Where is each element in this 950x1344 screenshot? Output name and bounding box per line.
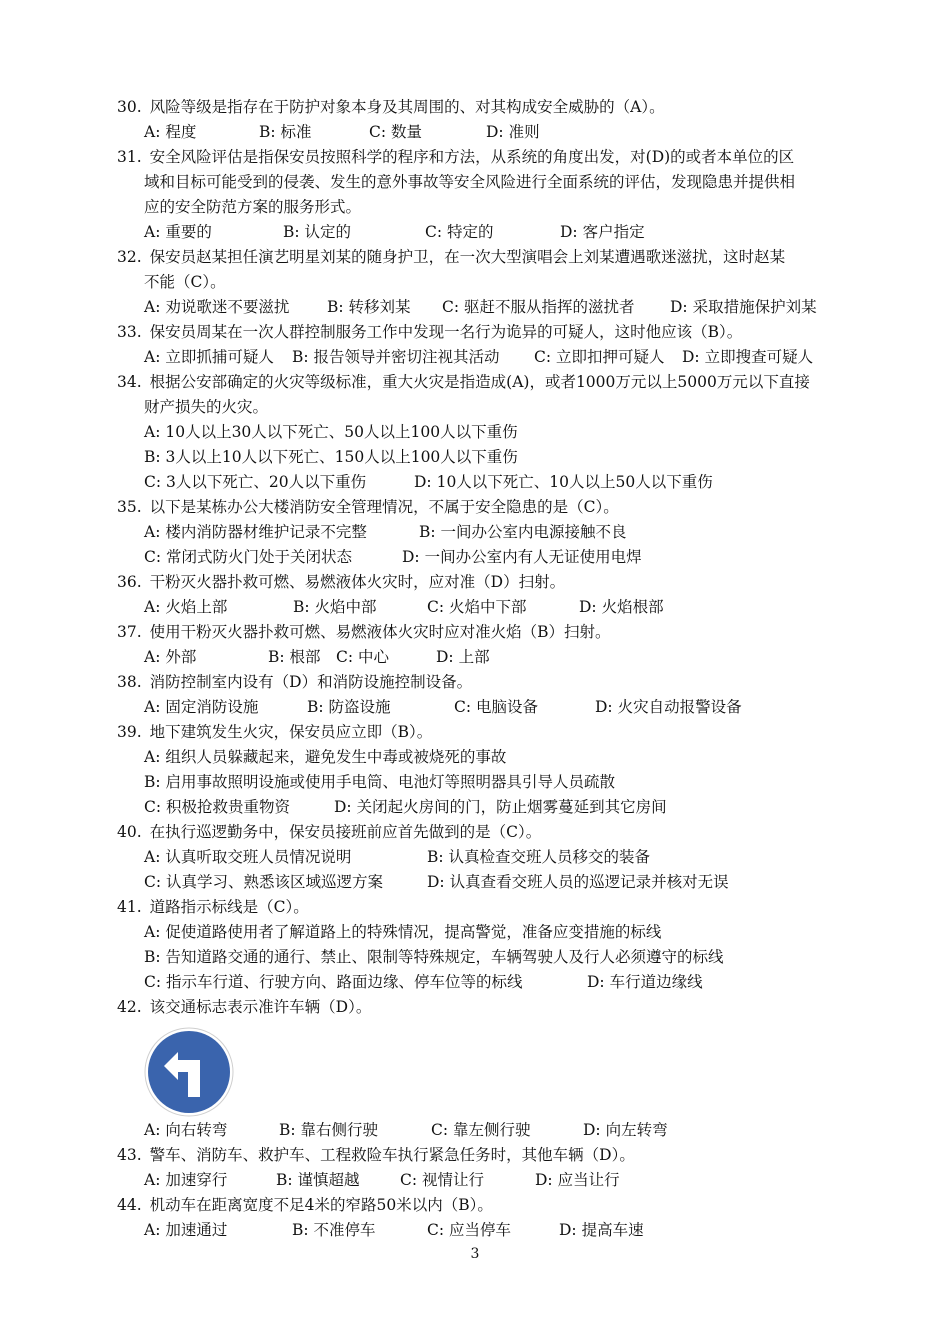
question-35-options-ab: A: 楼内消防器材维护记录不完整 B: 一间办公室内电源接触不良 <box>144 523 627 541</box>
question-34: 34. 根据公安部确定的火灾等级标准，重大火灾是指造成(A)，或者1000万元以上5000万元以下直接 <box>117 373 810 391</box>
page-number: 3 <box>470 1246 480 1262</box>
question-42-options: A: 向右转弯 B: 靠右侧行驶 C: 靠左侧行驶 D: 向左转弯 <box>144 1121 668 1139</box>
question-32-line-2: 不能（C）。 <box>144 273 226 291</box>
question-33: 33. 保安员周某在一次人群控制服务工作中发现一名行为诡异的可疑人，这时他应该（B）。 <box>117 323 743 341</box>
question-39-option-b: B: 启用事故照明设施或使用手电筒、电池灯等照明器具引导人员疏散 <box>144 773 616 791</box>
question-40-options-ab: A: 认真听取交班人员情况说明 B: 认真检查交班人员移交的装备 <box>144 848 651 866</box>
question-35-options-cd: C: 常闭式防火门处于关闭状态 D: 一间办公室内有人无证使用电焊 <box>144 548 642 566</box>
question-31-line-2: 域和目标可能受到的侵袭、发生的意外事故等安全风险进行全面系统的评估，发现隐患并提供相 <box>144 173 796 191</box>
question-32-options: A: 劝说歌迷不要滋扰 B: 转移刘某 C: 驱赶不服从指挥的滋扰者 D: 采取措施保护刘某 <box>144 298 817 316</box>
question-36-options: A: 火焰上部 B: 火焰中部 C: 火焰中下部 D: 火焰根部 <box>144 598 664 616</box>
question-31: 31. 安全风险评估是指保安员按照科学的程序和方法，从系统的角度出发，对(D)的或者本单位的区 <box>117 148 795 166</box>
question-34-options-cd: C: 3人以下死亡、20人以下重伤 D: 10人以下死亡、10人以上50人以下重伤 <box>144 473 713 491</box>
question-31-line-3: 应的安全防范方案的服务形式。 <box>144 198 362 216</box>
question-44: 44. 机动车在距离宽度不足4米的窄路50米以内（B）。 <box>117 1196 493 1214</box>
question-36: 36. 干粉灭火器扑救可燃、易燃液体火灾时，应对准（D）扫射。 <box>117 573 566 591</box>
question-41: 41. 道路指示标线是（C）。 <box>117 898 309 916</box>
question-40-options-cd: C: 认真学习、熟悉该区域巡逻方案 D: 认真查看交班人员的巡逻记录并核对无误 <box>144 873 729 891</box>
question-39: 39. 地下建筑发生火灾，保安员应立即（B）。 <box>117 723 433 741</box>
question-41-option-a: A: 促使道路使用者了解道路上的特殊情况，提高警觉，准备应变措施的标线 <box>144 923 662 941</box>
question-34-option-b: B: 3人以上10人以下死亡、150人以上100人以下重伤 <box>144 448 518 466</box>
question-38-options: A: 固定消防设施 B: 防盗设施 C: 电脑设备 D: 火灾自动报警设备 <box>144 698 742 716</box>
turn-left-sign-icon <box>144 1027 234 1117</box>
question-39-option-a: A: 组织人员躲藏起来，避免发生中毒或被烧死的事故 <box>144 748 507 766</box>
question-42: 42. 该交通标志表示准许车辆（D）。 <box>117 998 372 1016</box>
question-30-options: A: 程度 B: 标准 C: 数量 D: 准则 <box>144 123 540 141</box>
question-37: 37. 使用干粉灭火器扑救可燃、易燃液体火灾时应对准火焰（B）扫射。 <box>117 623 611 641</box>
question-44-options: A: 加速通过 B: 不准停车 C: 应当停车 D: 提高车速 <box>144 1221 644 1239</box>
question-38: 38. 消防控制室内设有（D）和消防设施控制设备。 <box>117 673 473 691</box>
question-41-options-cd: C: 指示车行道、行驶方向、路面边缘、停车位等的标线 D: 车行道边缘线 <box>144 973 703 991</box>
question-43-options: A: 加速穿行 B: 谨慎超越 C: 视情让行 D: 应当让行 <box>144 1171 620 1189</box>
question-30: 30. 风险等级是指存在于防护对象本身及其周围的、对其构成安全威胁的（A）。 <box>117 98 665 116</box>
question-40: 40. 在执行巡逻勤务中，保安员接班前应首先做到的是（C）。 <box>117 823 542 841</box>
question-31-options: A: 重要的 B: 认定的 C: 特定的 D: 客户指定 <box>144 223 645 241</box>
question-35: 35. 以下是某栋办公大楼消防安全管理情况，不属于安全隐患的是（C）。 <box>117 498 619 516</box>
question-41-option-b: B: 告知道路交通的通行、禁止、限制等特殊规定，车辆驾驶人及行人必须遵守的标线 <box>144 948 724 966</box>
question-32: 32. 保安员赵某担任演艺明星刘某的随身护卫，在一次大型演唱会上刘某遭遇歌迷滋扰，这时赵某 <box>117 248 786 266</box>
question-43: 43. 警车、消防车、救护车、工程救险车执行紧急任务时，其他车辆（D）。 <box>117 1146 635 1164</box>
question-37-options: A: 外部 B: 根部 C: 中心 D: 上部 <box>144 648 490 666</box>
question-34-line-2: 财产损失的火灾。 <box>144 398 269 416</box>
question-34-option-a: A: 10人以上30人以下死亡、50人以上100人以下重伤 <box>144 423 518 441</box>
question-39-options-cd: C: 积极抢救贵重物资 D: 关闭起火房间的门，防止烟雾蔓延到其它房间 <box>144 798 667 816</box>
question-33-options: A: 立即抓捕可疑人 B: 报告领导并密切注视其活动 C: 立即扣押可疑人 D: 立即搜查可疑人 <box>144 348 814 366</box>
